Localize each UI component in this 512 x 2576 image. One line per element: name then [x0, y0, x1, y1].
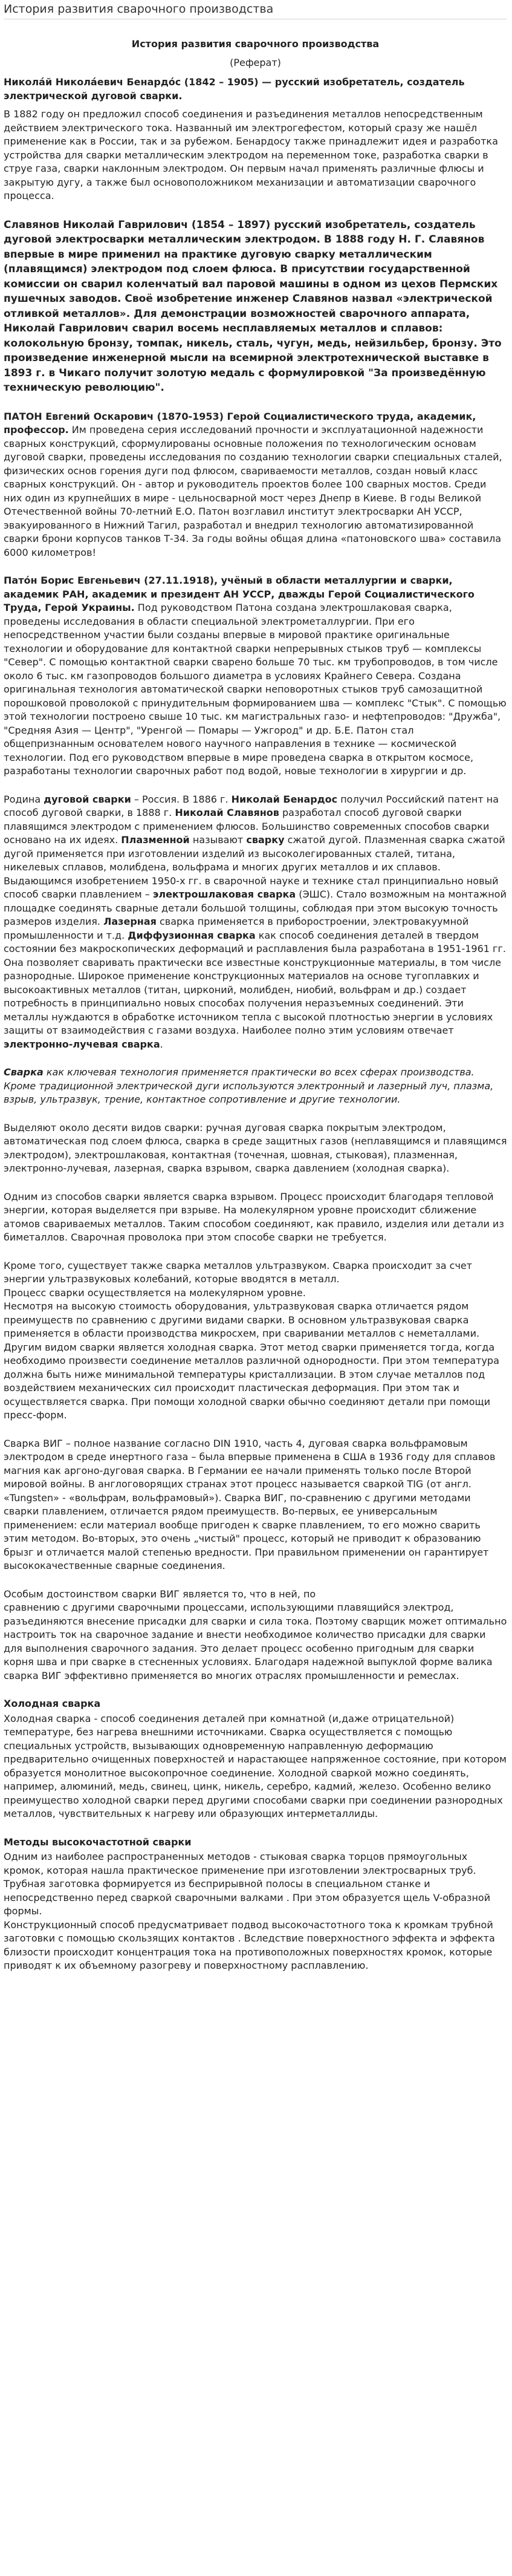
text-run: как ключевая технология применяется практически во всех сферах производства. Кроме традиционной электрической дуги используются электронный и лазерный луч, плазма, взрыв, ультразвук, трение, контактное сопротивление и другие технологии.	[4, 1066, 494, 1105]
applications-paragraph	[4, 1066, 507, 1107]
welding-types-paragraph: Выделяют около десяти видов сварки: ручная дуговая сварка покрытым электродом, автоматическая под слоем флюса, сварка в среде защитных газов (неплавящимся и плавящимся электродом), электрошлаковая, контактная (точечная, шовная, стыковая), плазменная, электронно-лучевая, лазерная, сварка взрывом, сварка давлением (холодная сварка).	[4, 1121, 507, 1174]
explosion-welding-paragraph: Одним из способов сварки является сварка взрывом. Процесс происходит благодаря тепловой энергии, которая выделяется при взрыве. На молекулярном уровне происходит сближение атомов свариваемых металлов. Таким способом соединяют, как правило, изделия или детали из биметаллов. Сварочная проволока при этом способе сварки не требуется.	[4, 1190, 504, 1243]
text-line: Несмотря на высокую стоимость оборудования, ультразвуковая сварка отличается рядом преимуществ по сравнению с другими видами сварки. В основном ультразвуковая сварка применяется в области производства микросхем, при сваривании металлов с неметаллами.	[4, 1300, 480, 1339]
text-line: Одним из наиболее распространенных методов - стыковая сварка торцов прямоугольных кромок, которая нашла практическое применение при изготовлении электросварных труб. Трубная заготовка формируется из бесприрывной полосы в специальном станке и непосредственно перед сваркой сварочными валками . При этом образуется щель V-образной формы.	[4, 1851, 491, 1917]
text-run: .	[160, 1038, 163, 1050]
doc-subtitle: (Реферат)	[230, 56, 281, 68]
page-header	[4, 0, 507, 19]
bold-term: электрошлаковая сварка	[152, 889, 296, 900]
bold-term: Сварка	[4, 1066, 44, 1078]
paton-be-lead: Пато́н Борис Евгеньевич (27.11.1918), учёный в области металлургии и сварки, академик РАН, академик и президент АН УССР, дважды Герой Социалистического Труда, Герой Украины.	[4, 575, 475, 613]
bold-term: дуговой сварки	[44, 793, 131, 805]
text-run: Родина	[4, 793, 44, 805]
benardos-heading: Никола́й Никола́евич Бенардо́с (1842 – 1905) — русский изобретатель, создатель электрической дуговой сварки.	[4, 76, 465, 102]
bold-term: Плазменной	[121, 834, 190, 846]
paton-eo-lead: ПАТОН Евгений Оскарович (1870-1953) Герой Социалистического труда, академик, профессор.	[4, 410, 476, 435]
text-run: сварка применяется в приборостроении, электровакуумной промышленности и т.д.	[4, 916, 469, 941]
cold-welding-paragraph: Холодная сварка - способ соединения деталей при комнатной (и,даже отрицательной) температуре, без нагрева внешними источниками. Сварка осуществляется с помощью специальных устройств, вызывающих одновременную направленную деформацию предварительно очищенных поверхностей и нарастающее напряженное состояние, при котором образуется монолитное высокопрочное соединение. Холодной сваркой можно соединять, например, алюминий, медь, свинец, цинк, никель, серебро, кадмий, железо. Особенно велико преимущество холодной сварки перед другими способами сварки при соединении разнородных металлов, чувствительных к нагреву или образующих интерметаллиды.	[4, 1712, 507, 1819]
text-run: – Россия. В 1886 г.	[131, 793, 232, 805]
tig-welding-paragraph: Сварка ВИГ – полное название согласно DIN 1910, часть 4, дуговая сварка вольфрамовым электродом в среде инертного газа – была впервые применена в США в 1936 году для сплавов магния как аргоно-дуговая сварка. В Германии ее начали применять только после Второй мировой войны. В англоговорящих странах этот процесс называется сваркой TIG (от англ. «Tungsten» - «вольфрам, вольфрамовый»). Сварка ВИГ, по-сравнению с другими методами сварки плавлением, отличается рядом преимуществ. Во-первых, ее универсальным применением: если материал вообще пригоден к сварке плавлением, то его можно сварить этим методом. Во-вторых, это очень „чистый" процесс, который не приводит к образованию брызг и отличается малой степенью вредности. При правильном применении он гарантирует высококачественные сварные соединения.	[4, 1437, 496, 1571]
text-line: Процесс сварки осуществляется на молекулярном уровне.	[4, 1286, 306, 1299]
bold-term: Николай Бенардос	[231, 793, 338, 805]
section-heading-hf-welding: Методы высокочастотной сварки	[4, 1836, 192, 1848]
text-run: разработал способ дуговой сварки плавящимся электродом с применением флюсов. Большинство современных способов сварки основано на их идеях.	[4, 807, 490, 846]
text-line: сравнению с другими сварочными процессами, использующими плавящийся электрод, разъединяются внесение присадки для сварки и сила тока. Поэтому сварщик может оптимально настроить ток на сварочное задание и внести необходимое количество присадки для сварки для выполнения сварочного задания. Это делает процесс особенно пригодным для сварки корня шва и при сварке в стесненных условиях. Благодаря надежной выпуклой форме валика сварка ВИГ эффективно применяется во многих отраслях промышленности и ремеслах.	[4, 1602, 507, 1681]
bold-term: Диффузионная сварка	[128, 929, 256, 941]
bold-term: сварку	[246, 834, 285, 846]
paton-eo-paragraph	[4, 410, 507, 560]
ultrasound-welding-paragraph	[4, 1259, 507, 1423]
section-heading-cold-welding: Холодная сварка	[4, 1698, 101, 1709]
bold-term: Николай Славянов	[175, 807, 279, 818]
doc-title: История развития сварочного производства	[131, 38, 380, 50]
origins-paragraph	[4, 793, 507, 1052]
bold-term: Лазерная	[103, 916, 157, 927]
text-line: Другим видом сварки является холодная сварка. Этот метод сварки применяется тогда, когда необходимо произвести соединение металлов различной однородности. При этом температура должна быть ниже минимальной температуры кристаллизации. В этом случае металлов под воздействием механических сил происходит пластическая деформация. При этом так и осуществляется сварка. При помощи холодной сварки обычно соединяют детали при помощи пресс-форм.	[4, 1341, 499, 1421]
text-run: (ЭШС). Стало возможным на монтажной площадке соединять сварные детали большой толщины, соблюдая при этом высокую точность размеров изделия.	[4, 889, 507, 927]
paton-eo-text: Им проведена серия исследований прочности и эксплуатационной надежности сварных конструкций, сформулированы основные положения по технологическим основам дуговой сварки, проведены исследования по созданию технологии сварки специальных сталей, физических основ горения дуги под флюсом, свариваемости металлов, создан новый класс сварных конструкций. Он - автор и руководитель проектов более 100 сварных мостов. Среди них один из крупнейших в мире - цельносварной мост через Днепр в Киеве. В годы Великой Отечественной войны 70-летний Е.О. Патон возглавил институт электросварки АН УССР, эвакуированного в Нижний Тагил, разработал и внедрил технологию автоматизированной сварки брони корпусов танков Т-34. За годы войны общая длина «патоновского шва» составила 6000 километров!	[4, 424, 502, 558]
text-run: как способ соединения деталей в твердом состоянии без макроскопических деформаций и расплавления была разработана в 1951-1961 гг. Она позволяет сваривать практически все известные конструкционные материалы, в том числе разнородные. Широкое применение конструкционных материалов на основе тугоплавких и высокоактивных металлов (титан, цирконий, молибден, ниобий, вольфрам и др.) создает потребность в принципиально новых способах получения неразъемных соединений. Эти металлы нуждаются в обработке источником тепла с высокой плотностью энергии в условиях защиты от взаимодействия с газами воздуха. Наиболее полно этим условиям отвечает	[4, 929, 506, 1036]
bold-term: электронно-лучевая сварка	[4, 1038, 160, 1050]
paton-be-text: Под руководством Патона создана электрошлаковая сварка, проведены исследования в области специальной электрометаллургии. При его непосредственном участии были созданы впервые в мировой практике оригинальные технологии и оборудование для контактной сварки непрерывных стыков труб — комплексы "Север". С помощью контактной сварки сварено больше 70 тыс. км трубопроводов, в том числе около 6 тыс. км газопроводов большого диаметра в условиях Крайнего Севера. Создана оригинальная технология автоматической сварки неповоротных стыков труб самозащитной порошковой проволокой с принудительным формированием шва — комплекс "Стык". С помощью этой технологии построено свыше 10 тыс. км магистральных газо- и нефтепроводов: "Дружба", "Средняя Азия — Центр", "Уренгой — Помары — Ужгород" и др. Б.Е. Патон стал общепризнанным основателем нового научного направления в технике — космической технологии. Под его руководством впервые в мире проведена сварка в открытом космосе, разработаны технологии сварочных работ под водой, новые технологии в хирургии и др.	[4, 602, 507, 777]
text-line: Конструкционный способ предусматривает подвод высокочастотного тока к кромкам трубной заготовки с помощью скользящих контактов . Вследствие поверхностного эффекта и эффекта близости происходит концентрация тока на противоположных поверхностях кромок, которые приводят к их объемному разогреву и поверхностному расплавлению.	[4, 1919, 495, 1971]
benardos-paragraph: В 1882 году он предложил способ соединения и разъединения металлов непосредственным действием электрического тока. Названный им электрогефестом, который сразу же нашёл применение как в России, так и за рубежом. Бенардосу также принадлежит идея и разработка устройства для сварки металлическим электродом на переменном токе, разработка сварки в струе газа, сварки наклонным электродом. Он первым начал применять различные флюсы и закрытую дугу, а также был основоположником механизации и автоматизации сварочного процесса.	[4, 108, 498, 201]
text-run: получил Российский патент на способ дуговой сварки, в 1888 г.	[4, 793, 499, 818]
hf-welding-paragraph	[4, 1850, 507, 1973]
text-run: сжатой дугой. Плазменная сварка сжатой дугой применяется при изготовлении изделий из высоколегированных сталей, титана, никелевых сплавов, молибдена, вольфрама и многих других металлов и их сплавов. Выдающимся изобретением 1950-х гг. в сварочной науке и технике стал принципиально новый способ сварки плавлением –	[4, 834, 505, 900]
page-title: История развития сварочного производства	[4, 2, 274, 16]
tig-advantage-paragraph	[4, 1588, 507, 1683]
slavyanov-paragraph: Славянов Николай Гаврилович (1854 – 1897) русский изобретатель, создатель дуговой электросварки металлическим электродом. В 1888 году Н. Г. Славянов впервые в мире применил на практике дуговую сварку металлическим (плавящимся) электродом под слоем флюса. В присутствии государственной комиссии он сварил коленчатый вал паровой машины в одном из цехов Пермских пушечных заводов. Своё изобретение инженер Славянов назвал «электрической отливкой металлов». Для демонстрации возможностей сварочного аппарата, Николай Гаврилович сварил восемь несплавляемых металлов и сплавов: колокольную бронзу, томпак, никель, сталь, чугун, медь, нейзильбер, бронзу. Это произведение инженерной мысли на всемирной электротехнической выставке в 1893 г. в Чикаго получит золотую медаль с формулировкой "За произведённую техническую революцию".	[4, 218, 502, 394]
paton-be-paragraph	[4, 574, 507, 778]
text-line: Особым достоинством сварки ВИГ является то, что в ней, по	[4, 1588, 316, 1600]
text-line: Кроме того, существует также сварка металлов ультразвуком. Сварка происходит за счет энергии ультразвуковых колебаний, которые вводятся в металл.	[4, 1259, 473, 1285]
text-run: называют	[189, 834, 247, 846]
